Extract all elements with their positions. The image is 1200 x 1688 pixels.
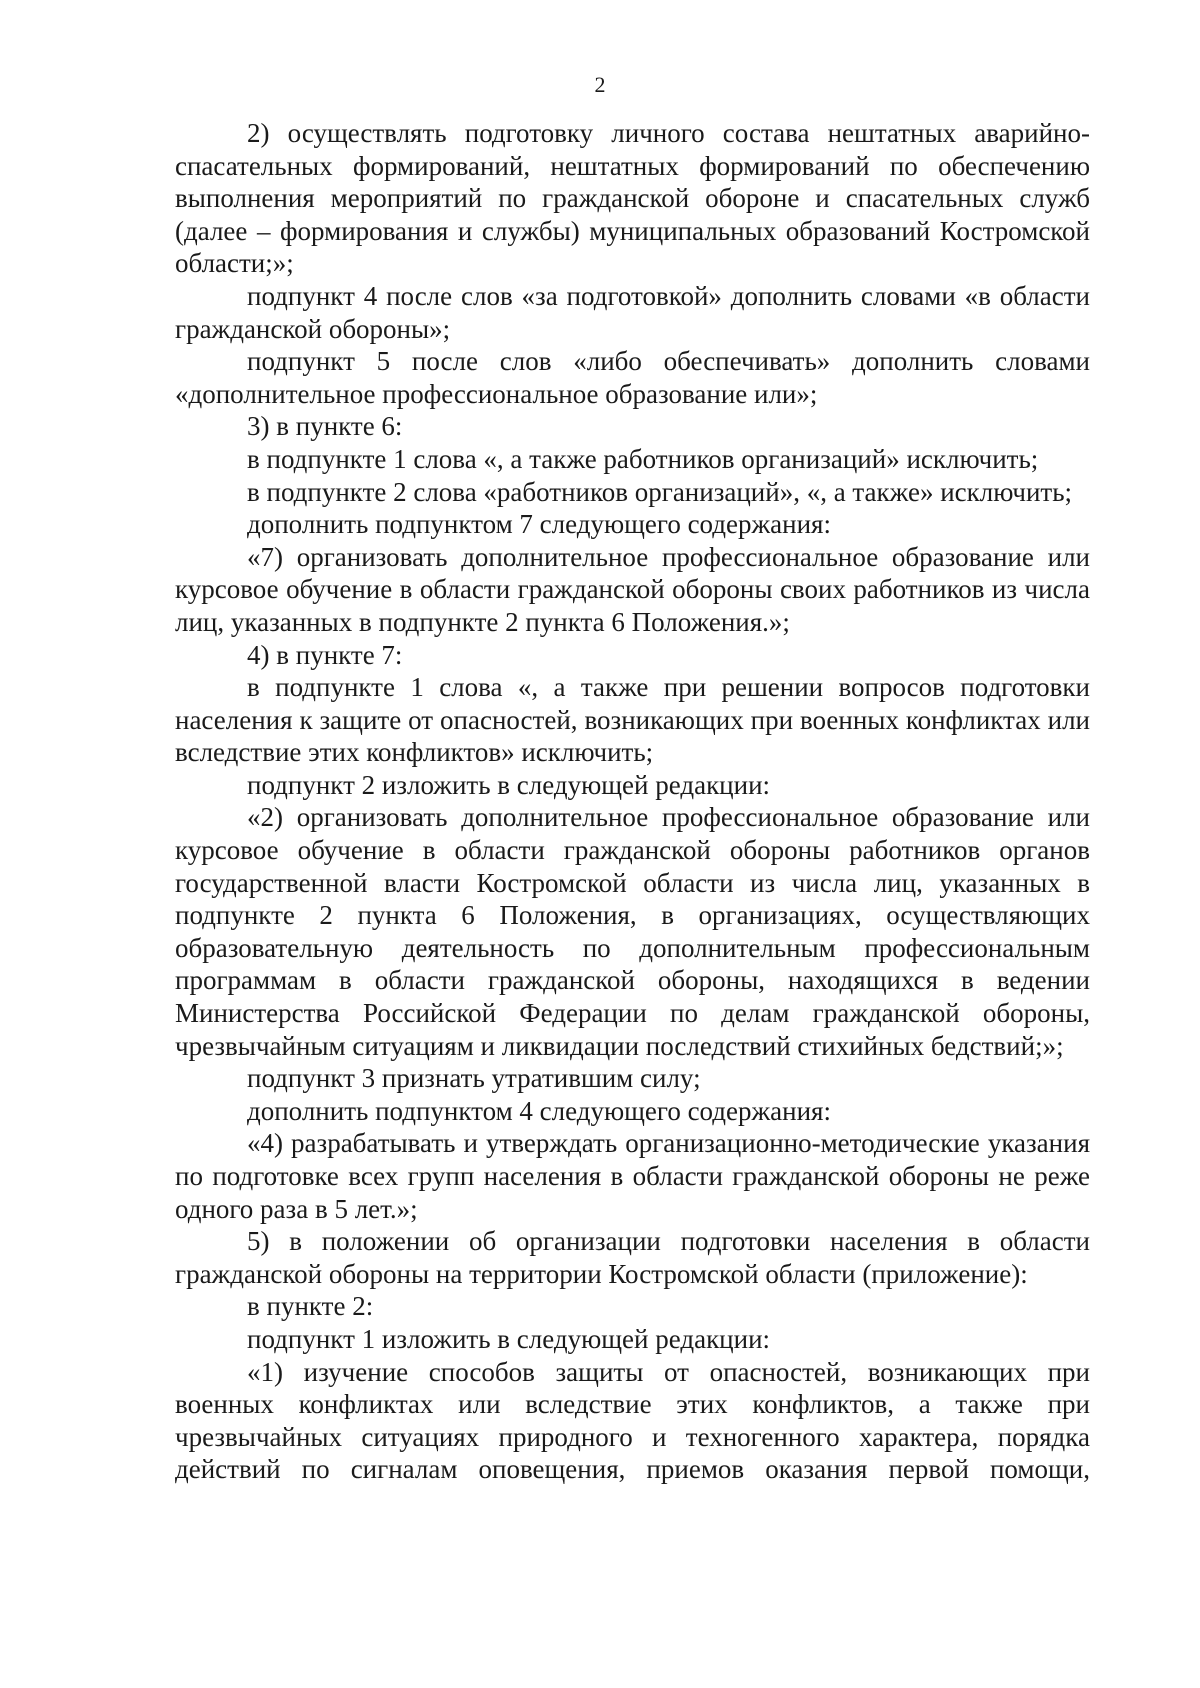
paragraph: в подпункте 1 слова «, а также при решении вопросов подготовки населения к защите от опасностей, возникающих при военных конфликтах или вследствие этих конфликтов» исключить; <box>175 672 1090 768</box>
paragraph: дополнить подпунктом 7 следующего содержания: <box>247 509 831 540</box>
paragraph: в подпункте 2 слова «работников организаций», «, а также» исключить; <box>247 476 1073 507</box>
paragraph: подпункт 3 признать утратившим силу; <box>247 1063 701 1094</box>
paragraph: «1) изучение способов защиты от опасностей, возникающих при военных конфликтах или вследствие этих конфликтов, а также при чрезвычайных ситуациях природного и техногенного характера, порядка действий по сигналам оповещения, приемов оказания первой помощи, <box>175 1356 1090 1485</box>
paragraph: в подпункте 1 слова «, а также работников организаций» исключить; <box>247 443 1039 474</box>
paragraph: «2) организовать дополнительное профессиональное образование или курсовое обучение в области гражданской обороны работников органов государственной власти Костромской области из числа лиц, указанных в подпункте 2 пункта 6 Положения, в организациях, осуществляющих образовательную деятельность по дополнительным профессиональным программам в области гражданской обороны, находящихся в ведении Министерства Российской Федерации по делам гражданской обороны, чрезвычайным ситуациям и ликвидации последствий стихийных бедствий;»; <box>175 802 1090 1061</box>
paragraph: 3) в пункте 6: <box>247 411 403 442</box>
paragraph: дополнить подпунктом 4 следующего содержания: <box>247 1095 831 1126</box>
page-number: 2 <box>594 72 606 97</box>
paragraph: «4) разрабатывать и утверждать организационно-методические указания по подготовке всех групп населения в области гражданской обороны не реже одного раза в 5 лет.»; <box>175 1128 1090 1224</box>
paragraph: подпункт 2 изложить в следующей редакции: <box>247 769 771 800</box>
paragraph: в пункте 2: <box>247 1291 374 1322</box>
paragraph: подпункт 5 после слов «либо обеспечивать» дополнить словами «дополнительное профессиональное образование или»; <box>175 346 1090 409</box>
paragraph: подпункт 1 изложить в следующей редакции: <box>247 1323 771 1354</box>
document-body <box>175 117 1090 1486</box>
paragraph: 4) в пункте 7: <box>247 639 403 670</box>
paragraph: 2) осуществлять подготовку личного состава нештатных аварийно-спасательных формирований, нештатных формирований по обеспечению выполнения мероприятий по гражданской обороне и спасательных служб (далее – формирования и службы) муниципальных образований Костромской области;»; <box>175 118 1090 279</box>
paragraph: подпункт 4 после слов «за подготовкой» дополнить словами «в области гражданской обороны»; <box>175 280 1090 344</box>
paragraph: 5) в положении об организации подготовки населения в области гражданской обороны на территории Костромской области (приложение): <box>175 1226 1090 1289</box>
paragraph: «7) организовать дополнительное профессиональное образование или курсовое обучение в области гражданской обороны своих работников из числа лиц, указанных в подпункте 2 пункта 6 Положения.»; <box>175 541 1090 637</box>
